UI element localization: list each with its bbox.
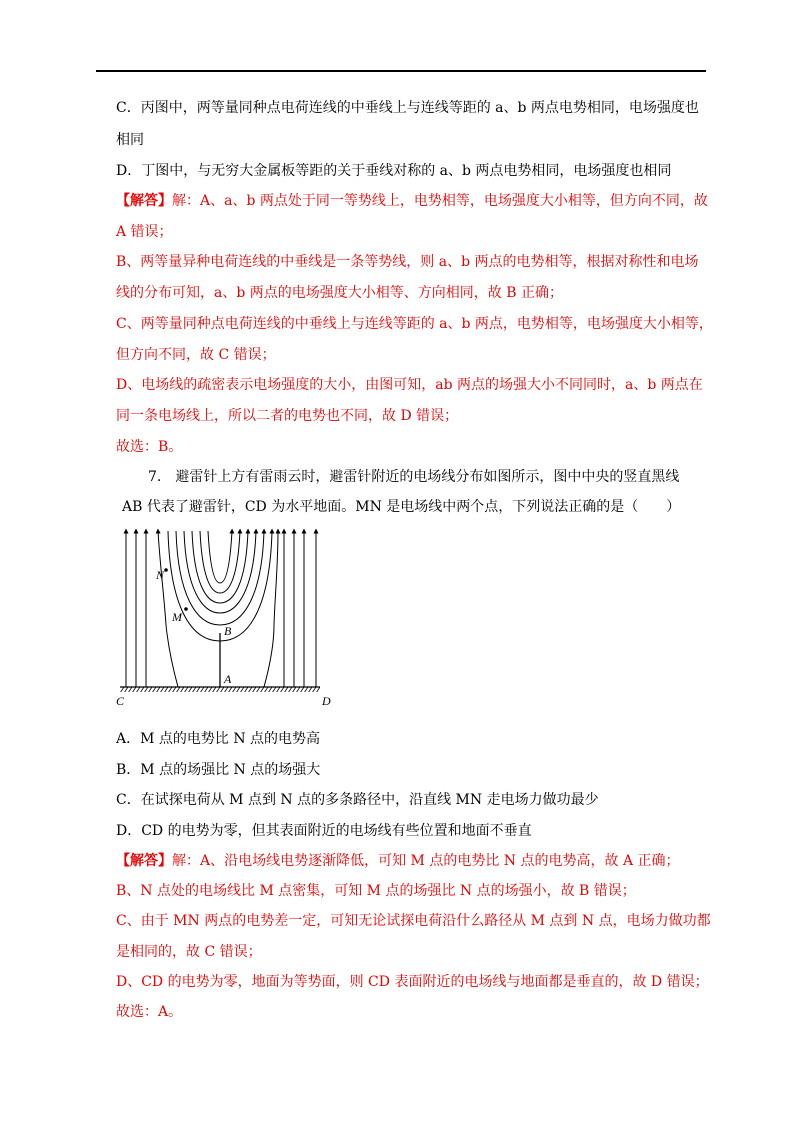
q7-answer-b: B、N 点处的电场线比 M 点密集，可知 M 点的场强比 N 点的场强小，故 B 错误；: [116, 883, 636, 899]
q7-answer-c-cont: 是相同的，故 C 错误；: [116, 944, 262, 960]
q6-answer-a-cont: A 错误；: [116, 224, 173, 240]
q6-answer-d: D、电场线的疏密表示电场强度的大小，由图可知，ab 两点的场强大小不同同时，a、b 两点在: [116, 377, 703, 393]
q7-option-b: B．M 点的场强比 N 点的场强大: [116, 762, 321, 778]
q7-option-d: D．CD 的电势为零，但其表面附近的电场线有些位置和地面不垂直: [116, 823, 532, 839]
q7-stem-cont: AB 代表了避雷针，CD 为水平地面。MN 是电场线中两个点，下列说法正确的是（ ）: [122, 499, 681, 515]
q6-answer-b: B、两等量异种电荷连线的中垂线是一条等势线，则 a、b 两点的电势相等，根据对称性和电场: [116, 254, 699, 270]
label-b: B: [224, 624, 232, 638]
q7-option-c: C．在试探电荷从 M 点到 N 点的多条路径中，沿直线 MN 走电场力做功最少: [116, 792, 599, 808]
q7-answer-a: 【解答】解：A、沿电场线电势逐渐降低，可知 M 点的电势比 N 点的电势高，故 A 正确；: [116, 853, 680, 869]
q6-choice: 故选：B。: [116, 439, 183, 455]
ground-hatching: [120, 687, 320, 692]
u-shaped-field-lines: [168, 531, 272, 641]
lightning-rod-field-diagram: [112, 525, 342, 711]
q6-answer-b-cont: 线的分布可知，a、b 两点的电场强度大小相等、方向相同，故 B 正确；: [116, 285, 563, 301]
q6-answer-a: 【解答】解：A、a、b 两点处于同一等势线上，电势相等，电场强度大小相等，但方向不同，故: [116, 193, 708, 209]
point-m: [184, 607, 188, 611]
q6-answer-d-cont: 同一条电场线上，所以二者的电势也不同，故 D 错误；: [116, 408, 459, 424]
answer-tag: 【解答】: [116, 193, 172, 209]
label-m: M: [172, 610, 182, 624]
label-n: N: [156, 568, 165, 582]
q6-option-d: D．丁图中，与无穷大金属板等距的关于垂线对称的 a、b 两点电势相同，电场强度也相同: [116, 163, 672, 179]
label-c: C: [116, 694, 125, 708]
label-a: A: [224, 672, 232, 686]
q7-answer-d: D、CD 的电势为零，地面为等势面，则 CD 表面附近的电场线与地面都是垂直的，故 D 错误；: [116, 974, 709, 990]
curved-ground-field-lines: [158, 531, 278, 687]
q7-option-a: A．M 点的电势比 N 点的电势高: [116, 731, 321, 747]
q7-stem: 7. 避雷针上方有雷雨云时，避雷针附近的电场线分布如图所示，图中中央的竖直黑线: [148, 469, 680, 485]
q6-answer-c: C、两等量同种点电荷连线的中垂线上与连线等距的 a、b 两点，电势相等，电场强度大小相等，: [116, 316, 713, 332]
q6-option-c-cont: 相同: [116, 132, 144, 148]
straight-field-lines: [126, 531, 316, 687]
q6-answer-c-cont: 但方向不同，故 C 错误；: [116, 347, 276, 363]
point-n: [164, 568, 168, 572]
header-rule: [96, 70, 706, 72]
answer-tag: 【解答】: [116, 853, 172, 869]
q7-choice: 故选：A。: [116, 1004, 183, 1020]
q6-option-c: C．丙图中，两等量同种点电荷连线的中垂线上与连线等距的 a、b 两点电势相同，电场强度也: [116, 100, 699, 116]
label-d: D: [322, 694, 331, 708]
q7-answer-c: C、由于 MN 两点的电势差一定，可知无论试探电荷沿什么路径从 M 点到 N 点，电场力做功都: [116, 913, 711, 929]
